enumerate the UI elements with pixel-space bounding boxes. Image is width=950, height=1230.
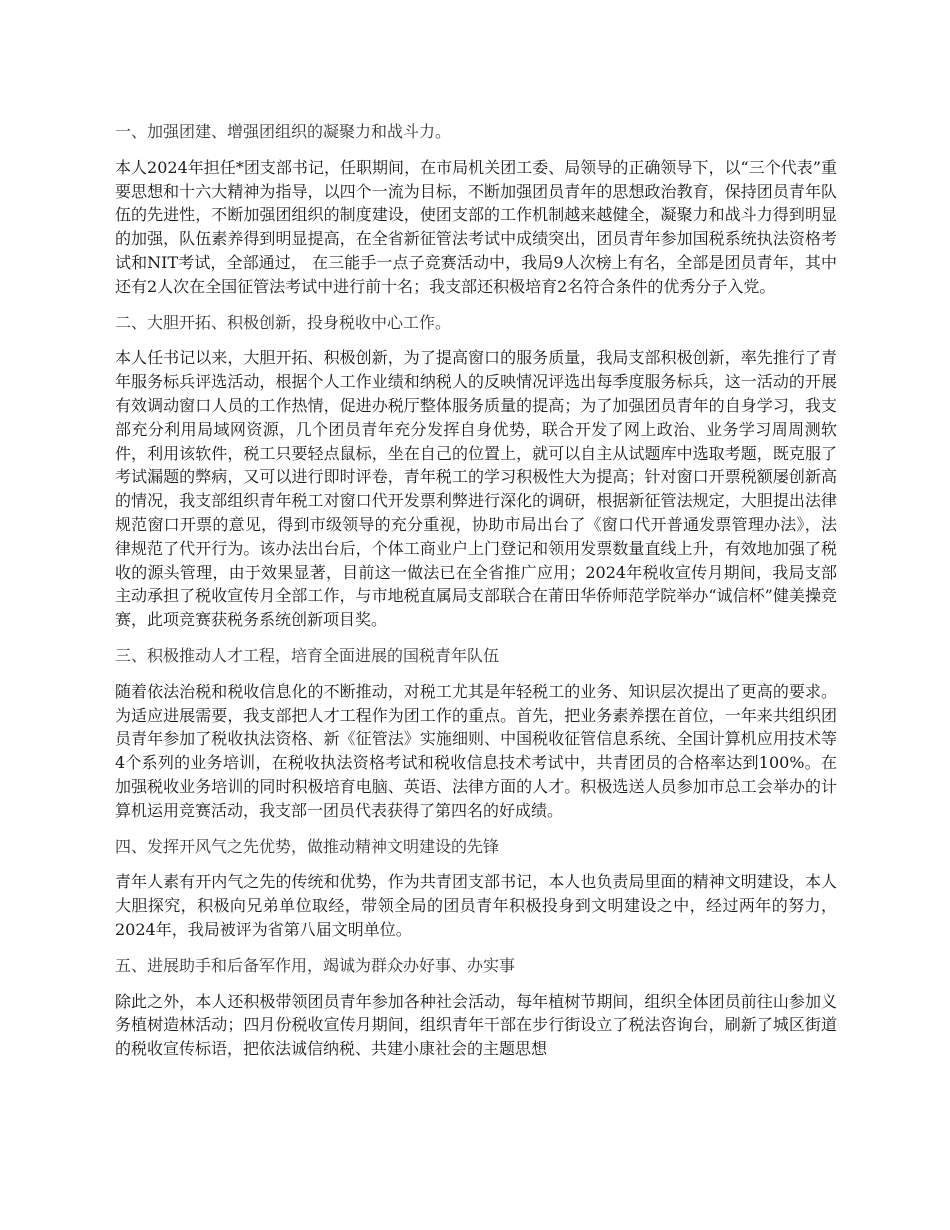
section-body-1: 本人2024年担任*团支部书记，任职期间，在市局机关团工委、局领导的正确领导下，以“三个代表”重要思想和十六大精神为指导，以四个一流为目标，不断加强团员青年的思想政治教育，保持团员青年队伍的先进性，不断加强团组织的制度建设，使团支部的工作机制越来越健全，凝聚力和战斗力得到明显的加强，队伍素养得到明显提高，在全省新征管法考试中成绩突出，团员青年参加国税系统执法资格考试和NIT考试，全部通过， 在三能手一点子竞赛活动中，我局9人次榜上有名，全部是团员青年，其中还有2人次在全国征管法考试中进行前十名；我支部还积极培育2名符合条件的优秀分子入党。 [115,157,837,296]
section-body-4: 青年人素有开内气之先的传统和优势，作为共青团支部书记，本人也负责局里面的精神文明建设，本人大胆探究，积极向兄弟单位取经，带领全局的团员青年积极投身到文明建设之中，经过两年的努力，2024年，我局被评为省第八届文明单位。 [115,872,837,939]
section-heading-2: 二、大胆开拓、积极创新，投身税收中心工作。 [115,312,452,332]
section-heading-5: 五、进展助手和后备军作用，竭诚为群众办好事、办实事 [115,955,516,975]
document-page [115,120,837,1073]
section-heading-3: 三、积极推动人才工程，培育全面进展的国税青年队伍 [115,645,500,665]
section-heading-1: 一、加强团建、增强团组织的凝聚力和战斗力。 [115,122,452,141]
section-body-3: 随着依法治税和税收信息化的不断推动，对税工尤其是年轻税工的业务、知识层次提出了更高的要求。为适应进展需要，我支部把人才工程作为团工作的重点。首先，把业务素养摆在首位，一年来共组织团员青年参加了税收执法资格、新《征管法》实施细则、中国税收征管信息系统、全国计算机应用技术等4个系列的业务培训，在税收执法资格考试和税收信息技术考试中，共青团员的合格率达到100%。在加强税收业务培训的同时积极培育电脑、英语、法律方面的人才。积极选送人员参加市总工会举办的计算机运用竞赛活动，我支部一团员代表获得了第四名的好成绩。 [115,681,837,820]
section-body-5: 除此之外，本人还积极带领团员青年参加各种社会活动，每年植树节期间，组织全体团员前往山参加义务植树造林活动；四月份税收宣传月期间，组织青年干部在步行街设立了税法咨询台，刷新了城区街道的税收宣传标语，把依法诚信纳税、共建小康社会的主题思想 [115,991,837,1059]
section-heading-4: 四、发挥开风气之先优势，做推动精神文明建设的先锋 [115,836,500,856]
section-body-2: 本人任书记以来，大胆开拓、积极创新，为了提高窗口的服务质量，我局支部积极创新，率先推行了青年服务标兵评选活动，根据个人工作业绩和纳税人的反映情况评选出每季度服务标兵，这一活动的开展有效调动窗口人员的工作热情，促进办税厅整体服务质量的提高；为了加强团员青年的自身学习，我支部充分利用局域网资源，几个团员青年充分发挥自身优势，联合开发了网上政治、业务学习周周测软件，利用该软件，税工只要轻点鼠标，坐在自己的位置上，就可以自主从试题库中选取考题，既克服了考试漏题的弊病，又可以进行即时评卷，青年税工的学习积极性大为提高；针对窗口开票税额屡创新高的情况，我支部组织青年税工对窗口代开发票利弊进行深化的调研，根据新征管法规定，大胆提出法律规范窗口开票的意见，得到市级领导的充分重视，协助市局出台了《窗口代开普通发票管理办法》，法律规范了代开行为。该办法出台后，个体工商业户上门登记和领用发票数量直线上升，有效地加强了税收的源头管理，由于效果显著，目前这一做法已在全省推广应用；2024年税收宣传月期间，我局支部主动承担了税收宣传月全部工作，与市地税直属局支部联合在莆田华侨师范学院举办“诚信杯”健美操竞赛，此项竞赛获税务系统创新项目奖。 [115,348,837,630]
